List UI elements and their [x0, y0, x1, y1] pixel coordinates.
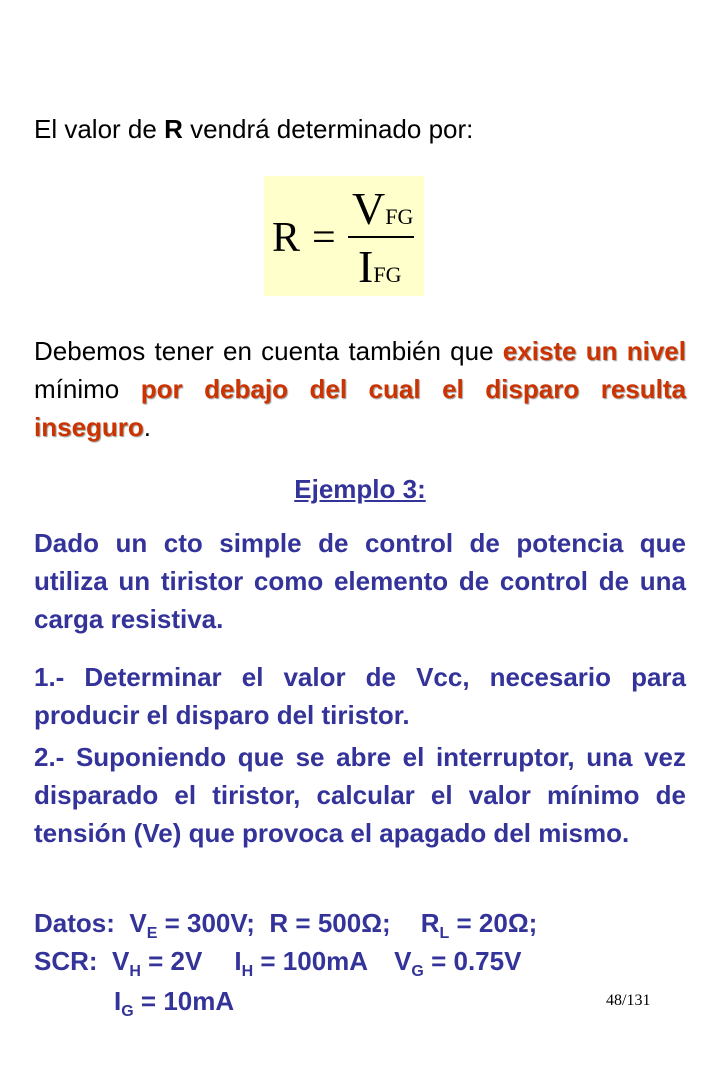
rl-value: = 20Ω;	[449, 908, 538, 938]
ve-main: V	[129, 908, 147, 938]
question-1: 1.- Determinar el valor de Vcc, necesario para producir el disparo del tiristor.	[34, 662, 686, 730]
ih-sub: H	[241, 963, 254, 980]
fraction-bar	[348, 236, 414, 238]
vh-value: = 2V	[140, 946, 203, 976]
formula-lhs: R	[272, 215, 301, 261]
vh-main: V	[112, 946, 130, 976]
ig-value: = 10mA	[133, 986, 235, 1016]
intro-before: El valor de	[34, 114, 165, 144]
ih-value: = 100mA	[253, 946, 369, 976]
den-sub: FG	[373, 262, 402, 287]
example-statement: Dado un cto simple de control de potencia que utiliza un tiristor como elemento de control de una carga resistiva.	[34, 528, 686, 634]
formula-denominator	[358, 240, 401, 293]
vg-sub: G	[411, 963, 424, 980]
datos-line	[34, 908, 537, 943]
formula-equals: =	[312, 215, 336, 261]
num-sub: FG	[385, 204, 414, 229]
num-main: V	[352, 183, 386, 234]
ve-value: = 300V;	[157, 908, 255, 938]
para-text-1: Debemos tener en cuenta también que	[34, 336, 503, 366]
r-value: R = 500Ω;	[269, 908, 391, 938]
rl-sub: L	[439, 925, 450, 942]
example-title: Ejemplo 3:	[294, 474, 426, 504]
formula-numerator	[352, 182, 413, 235]
ig-line	[114, 986, 234, 1021]
intro-after: vendrá determinado por:	[182, 114, 474, 144]
intro-text	[34, 114, 473, 145]
ih-main: I	[234, 946, 242, 976]
den-main: I	[358, 241, 374, 292]
ig-sub: G	[121, 1003, 134, 1020]
warning-paragraph	[34, 332, 686, 446]
ve-sub: E	[146, 925, 158, 942]
datos-label: Datos:	[34, 908, 115, 938]
ig-main: I	[114, 986, 122, 1016]
scr-line	[34, 946, 521, 981]
intro-var: R	[164, 114, 183, 144]
para-emphasis-1: existe un nivel	[502, 336, 686, 366]
para-emphasis-2: por debajo del cual el disparo resulta inseguro	[34, 374, 686, 442]
scr-label: SCR:	[34, 946, 98, 976]
formula-box	[264, 176, 424, 296]
question-2: 2.- Suponiendo que se abre el interruptor, una vez disparado el tiristor, calcular el valor mínimo de tensión (Ve) que provoca el apagado del mismo.	[34, 742, 686, 848]
vg-value: = 0.75V	[423, 946, 522, 976]
rl-main: R	[420, 908, 440, 938]
para-text-3: .	[143, 412, 152, 442]
para-text-2: mínimo	[34, 374, 141, 404]
vg-main: V	[394, 946, 412, 976]
vh-sub: H	[129, 963, 141, 980]
page-number: 48/131	[606, 992, 651, 1009]
